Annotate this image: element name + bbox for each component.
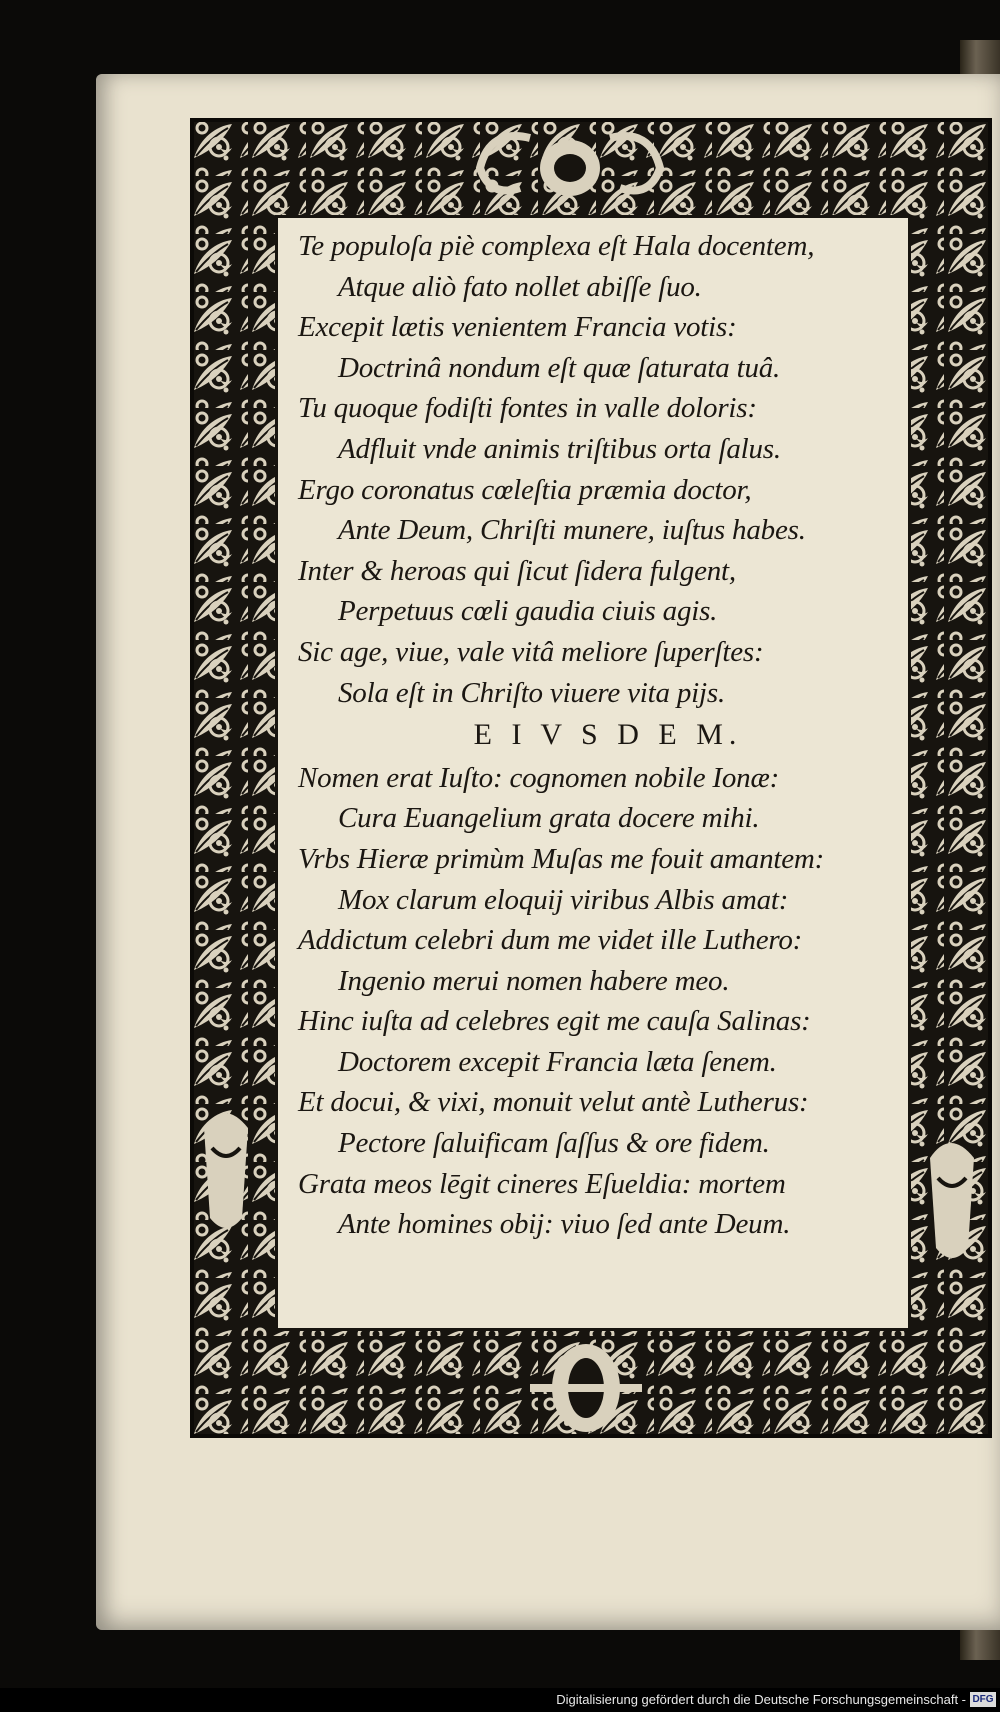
epitaph-line: Doctorem excepit Francia læta ſenem. <box>338 1045 777 1078</box>
poem-line: Sola eſt in Chriſto viuere vita pijs. <box>338 676 726 709</box>
epitaph-line: Cura Euangelium grata docere mihi. <box>338 802 760 835</box>
poem-line: Sic age, viue, vale vitâ meliore ſuperſtes: <box>298 635 764 668</box>
right-vase-ornament <box>930 1143 974 1258</box>
funding-credit: Digitalisierung gefördert durch die Deutsche Forschungsgemeinschaft - <box>556 1692 966 1707</box>
poem-line: Perpetuus cœli gaudia ciuis agis. <box>338 595 718 628</box>
epitaph-line: Et docui, & vixi, monuit velut antè Lutherus: <box>298 1086 809 1119</box>
poem-line: Excepit lætis venientem Francia votis: <box>298 311 737 344</box>
poem-text-block <box>298 226 898 1245</box>
poem-line: Atque aliò fato nollet abiſſe ſuo. <box>338 270 702 303</box>
epitaph-line: Grata meos lēgit cineres Eſueldia: mortem <box>298 1167 786 1200</box>
left-vase-ornament <box>204 1113 248 1228</box>
poem-line: Doctrinâ nondum eſt quæ ſaturata tuâ. <box>338 351 781 384</box>
poem-line: Adfluit vnde animis triſtibus orta ſalus. <box>338 432 781 465</box>
epitaph-line: Vrbs Hieræ primùm Muſas me fouit amantem: <box>298 842 825 875</box>
epitaph-line: Pectore ſaluificam ſaſſus & ore fidem. <box>338 1127 770 1160</box>
section-heading: E I V S D E M. <box>473 718 743 752</box>
epitaph-line: Ingenio merui nomen habere meo. <box>338 964 730 997</box>
epitaph-line: Addictum celebri dum me videt ille Luthero: <box>298 924 803 957</box>
dfg-logo-icon: DFG <box>970 1692 996 1707</box>
poem-line: Te populoſa piè complexa eſt Hala docentem, <box>298 230 815 262</box>
epitaph-line: Nomen erat Iuſto: cognomen nobile Ionæ: <box>298 761 780 794</box>
poem-line: Ante Deum, Chriſti munere, iuſtus habes. <box>338 514 806 547</box>
epitaph-line: Hinc iuſta ad celebres egit me cauſa Salinas: <box>298 1005 811 1038</box>
poem-line: Ergo coronatus cœleſtia præmia doctor, <box>298 473 752 506</box>
epitaph-line: Mox clarum eloquij viribus Albis amat: <box>338 883 789 916</box>
poem-line: Tu quoque fodiſti fontes in valle doloris: <box>298 392 757 425</box>
digitization-footer <box>0 1688 1000 1712</box>
epitaph-line: Ante homines obij: viuo ſed ante Deum. <box>338 1208 791 1241</box>
poem-line: Inter & heroas qui ſicut ſidera fulgent, <box>298 554 736 587</box>
